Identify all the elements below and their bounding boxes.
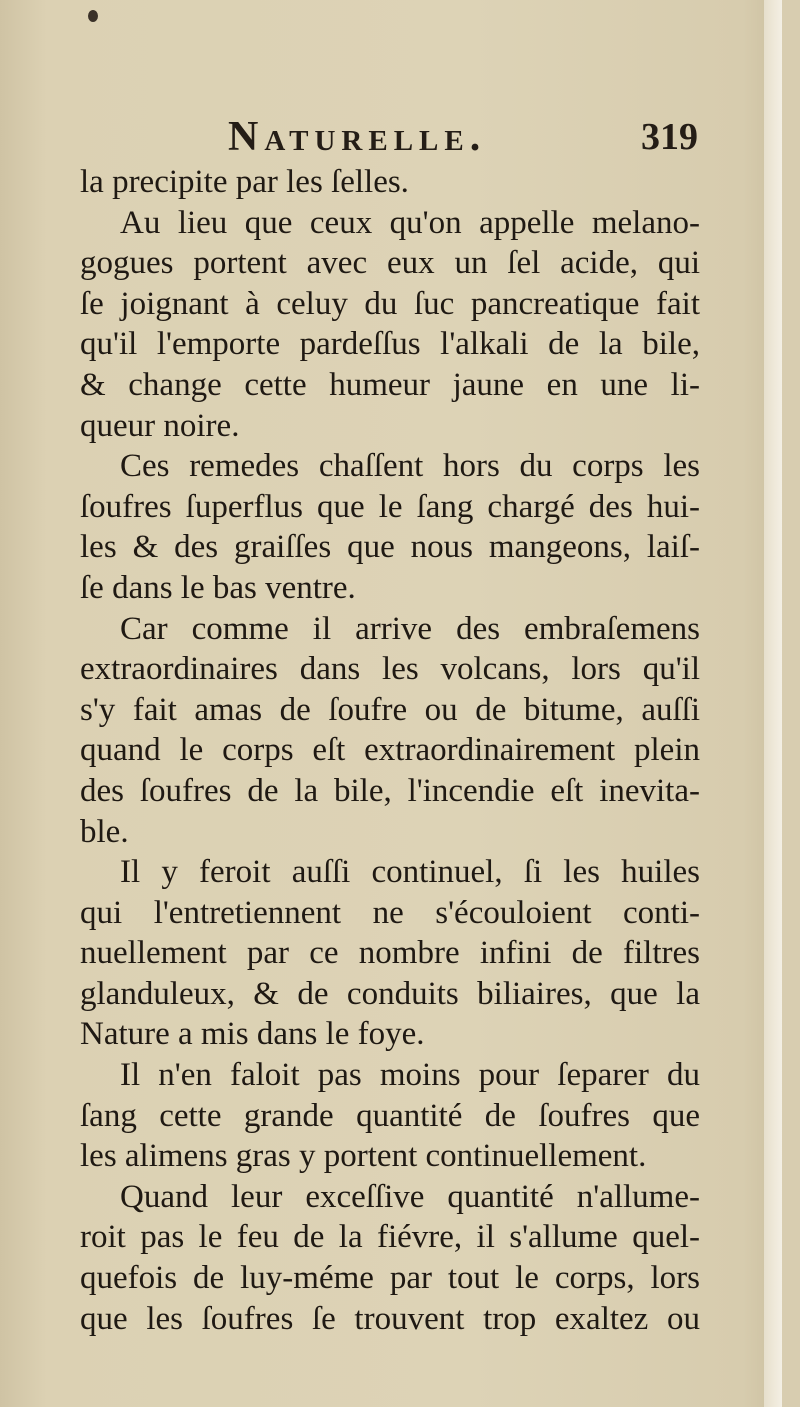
text-line: qui l'entretiennent ne s'écouloient conti-: [80, 894, 700, 931]
text-line: la precipite par les ſelles.: [80, 164, 409, 200]
text-line: Au lieu que ceux qu'on appelle melano-: [120, 204, 700, 241]
text-line: ſang cette grande quantité de ſoufres que: [80, 1097, 700, 1134]
text-line: ſe dans le bas ventre.: [80, 569, 356, 606]
text-line: des ſoufres de la bile, l'incendie eſt inevita-: [80, 772, 700, 809]
text-line: les & des graiſſes que nous mangeons, laiſ-: [80, 529, 700, 566]
page-number: 319: [641, 116, 698, 158]
text-line: que les ſoufres ſe trouvent trop exaltez ou: [80, 1300, 700, 1337]
text-line: Car comme il arrive des embraſemens: [120, 610, 700, 647]
text-line: Ces remedes chaſſent hors du corps les: [120, 448, 700, 485]
text-line: Il n'en faloit pas moins pour ſeparer du: [120, 1057, 700, 1094]
running-title: Naturelle.: [228, 114, 487, 160]
page-header: [228, 112, 698, 162]
text-line: & change cette humeur jaune en une li-: [80, 366, 700, 403]
text-line: ſoufres ſuperflus que le ſang chargé des hui-: [80, 488, 700, 525]
text-line: Il y feroit auſſi continuel, ſi les huiles: [120, 854, 700, 891]
text-line: roit pas le feu de la fiévre, il s'allume quel-: [80, 1219, 700, 1256]
text-line: ble.: [80, 813, 129, 850]
text-line: gogues portent avec eux un ſel acide, qui: [80, 245, 700, 282]
text-line: quefois de luy-méme par tout le corps, lors: [80, 1260, 700, 1297]
text-line: quand le corps eſt extraordinairement plein: [80, 732, 700, 769]
text-line: qu'il l'emporte pardeſſus l'alkali de la bile,: [80, 326, 700, 363]
page-edge: [764, 0, 782, 1407]
text-line: glanduleux, & de conduits biliaires, que la: [80, 975, 700, 1012]
text-line: s'y fait amas de ſoufre ou de bitume, auſſi: [80, 691, 700, 728]
text-line: queur noire.: [80, 407, 240, 444]
body-text: [80, 162, 700, 1339]
text-line: ſe joignant à celuy du ſuc pancreatique fait: [80, 285, 700, 322]
ink-spot: [88, 10, 98, 22]
text-line: extraordinaires dans les volcans, lors qu'il: [80, 651, 700, 688]
text-line: nuellement par ce nombre infini de filtres: [80, 935, 700, 972]
text-line: Nature a mis dans le foye.: [80, 1016, 425, 1053]
text-line: les alimens gras y portent continuellement.: [80, 1138, 647, 1175]
text-line: Quand leur exceſſive quantité n'allume-: [120, 1178, 700, 1215]
